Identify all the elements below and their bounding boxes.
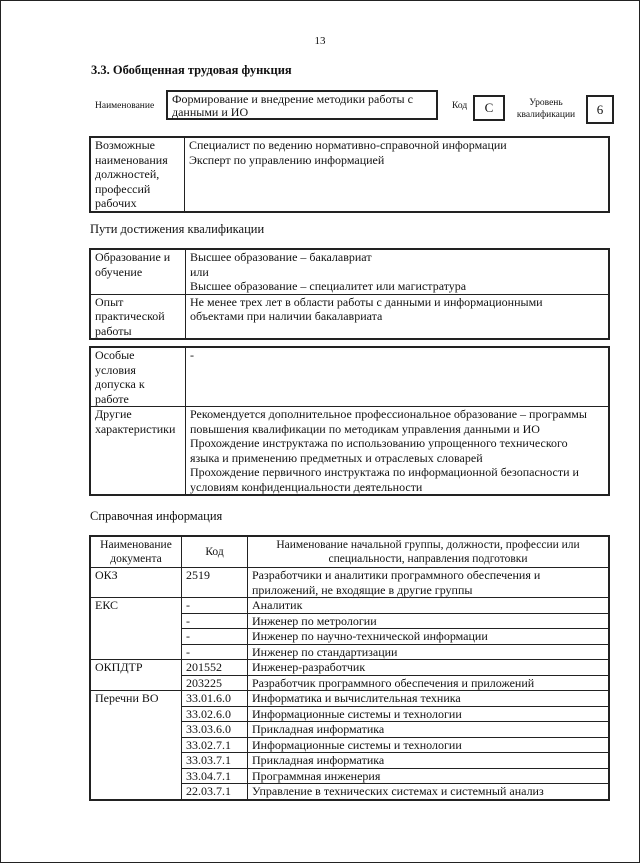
ref-doc-cell: ОКЗ [90,568,182,598]
ref-code-cell: - [182,613,248,629]
special-label: Особые условия допуска к работе [90,347,186,407]
ref-doc-cell: Перечни ВО [90,691,182,800]
ref-name-cell: Прикладная информатика [248,753,610,769]
ref-code-cell: 2519 [182,568,248,598]
positions-table [89,136,610,213]
table-row [90,660,609,676]
other-value: Рекомендуется дополнительное профессиональное образование – программы повышения квалификации по методикам управления данными и ИО Прохождение инструктажа по использованию упрощенного технического языка и применению предметных и отраслевых словарей Прохождение первичного инструктажа по информационной безопасности и условиям конфиденциальности деятельности [186,407,610,496]
ref-code-cell: 22.03.7.1 [182,784,248,800]
ref-doc-cell: ОКПДТР [90,660,182,691]
ref-header-code: Код [182,536,248,568]
reference-table [89,535,610,801]
ref-code-cell: 33.02.6.0 [182,706,248,722]
ref-code-cell: 33.01.6.0 [182,691,248,707]
ref-code-cell: 33.04.7.1 [182,768,248,784]
ref-code-cell: 33.03.7.1 [182,753,248,769]
paths-title: Пути достижения квалификации [90,222,265,236]
ref-name-cell: Разработчик программного обеспечения и приложений [248,675,610,691]
ref-name-cell: Инженер по стандартизации [248,644,610,660]
ref-name-cell: Информатика и вычислительная техника [248,691,610,707]
education-row [90,249,609,294]
experience-row [90,294,609,339]
ref-name-cell: Информационные системы и технологии [248,706,610,722]
ref-name-cell: Инженер по метрологии [248,613,610,629]
education-value: Высшее образование – бакалавриат или Высшее образование – специалитет или магистратура [186,249,610,294]
level-label: Уровень квалификации [516,98,576,120]
conditions-table [89,346,610,496]
name-value: Формирование и внедрение методики работы с данными и ИО [166,90,438,120]
table-row [90,568,609,598]
other-row [90,407,609,496]
level-value: 6 [586,95,614,124]
ref-header-row [90,536,609,568]
ref-doc-cell: ЕКС [90,598,182,660]
qualification-paths-table [89,248,610,340]
ref-header-doc: Наименование документа [90,536,182,568]
ref-code-cell: 203225 [182,675,248,691]
experience-label: Опыт практической работы [90,294,186,339]
ref-name-cell: Управление в технических системах и системный анализ [248,784,610,800]
name-label: Наименование [95,101,155,111]
education-label: Образование и обучение [90,249,186,294]
ref-code-cell: - [182,598,248,614]
section-title: 3.3. Обобщенная трудовая функция [91,63,292,77]
ref-name-cell: Инженер по научно-технической информации [248,629,610,645]
ref-code-cell: - [182,644,248,660]
ref-code-cell: - [182,629,248,645]
ref-title: Справочная информация [90,509,223,523]
ref-name-cell: Информационные системы и технологии [248,737,610,753]
ref-name-cell: Программная инженерия [248,768,610,784]
page-number: 13 [314,35,326,47]
special-row [90,347,609,407]
ref-code-cell: 33.02.7.1 [182,737,248,753]
ref-header-name: Наименование начальной группы, должности, профессии или специальности, направления подготовки [248,536,610,568]
special-value: - [186,347,610,407]
code-label: Код [452,101,468,111]
ref-code-cell: 33.03.6.0 [182,722,248,738]
experience-value: Не менее трех лет в области работы с данными и информационными объектами при наличии бакалавриата [186,294,610,339]
positions-values: Специалист по ведению нормативно-справочной информации Эксперт по управлению информацией [185,137,610,212]
ref-name-cell: Инженер-разработчик [248,660,610,676]
code-value: C [473,95,505,121]
ref-name-cell: Прикладная информатика [248,722,610,738]
other-label: Другие характеристики [90,407,186,496]
table-row [90,691,609,707]
ref-name-cell: Разработчики и аналитики программного обеспечения и приложений, не входящие в другие группы [248,568,610,598]
ref-name-cell: Аналитик [248,598,610,614]
ref-code-cell: 201552 [182,660,248,676]
positions-label: Возможные наименования должностей, профессий рабочих [90,137,185,212]
table-row [90,598,609,614]
